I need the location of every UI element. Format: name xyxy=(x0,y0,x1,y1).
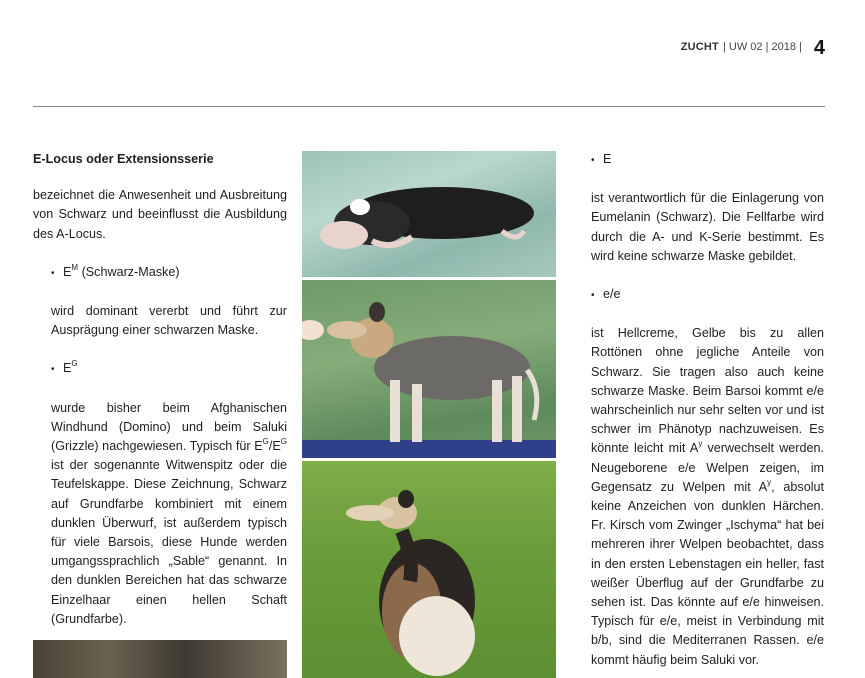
bottom-photo xyxy=(33,640,287,678)
page-header xyxy=(680,33,825,59)
eg-paragraph: wurde bisher beim Afghanischen Windhund (Domino) und beim Saluki (Grizzle) nachgewiesen. Typisch für $E^G/E^G$ ist der sogenannte Witwenspitz oder die Teufelskappe. Diese Zeichnung, Schwarz auf Grundfarbe kombiniert mit einem dunklen Überwurf, ist außerdem typisch für viele Barsois, diese Hunde werden umgangssprachlich „Sable“ genannt. In den dunklen Bereichen hat das schwarze Einzelhaar einen hellen Schaft (Grundfarbe). xyxy=(51,400,287,626)
e-paragraph: ist verantwortlich für die Einlagerung von Eumelanin (Schwarz). Die Fellfarbe wird durch die A- und K-Serie bestimmt. Es wird keine schwarze Maske gebildet. xyxy=(591,191,824,263)
bullet-label: $E^G$ xyxy=(63,359,78,376)
bullet-label: $E^M$ (Schwarz-Maske) xyxy=(63,262,180,279)
bullet-eg xyxy=(33,359,287,379)
adult-borzoi-photo xyxy=(302,461,556,678)
puppy-photo xyxy=(302,151,556,277)
bullet-ee xyxy=(591,285,824,305)
bullet-dot: • xyxy=(51,267,55,279)
bullet-dot: • xyxy=(591,290,595,302)
header-divider xyxy=(33,106,825,107)
bullet-dot: • xyxy=(591,155,595,166)
page-number: 4 xyxy=(813,37,825,59)
ee-paragraph: ist Hellcreme, Gelbe bis zu allen Rottönen ohne jegliche Anteile von Schwarz. Sie tragen also auch keine schwarze Maske. Beim Barsoi kommt e/e wahrscheinlich nur sehr selten vor und ist schwer im Phänotyp nachzuweisen. Es könnte leicht mit $A^y$ verwechselt werden. Neugeborene e/e Welpen zeigen, im Gegensatz zu Welpen mit $A^y$, absolut keine Anzeichen von dunklen Härchen. Fr. Kirsch vom Zwinger „Ischyma“ hat bei mehreren ihrer Welpen beobachtet, dass in den ersten Lebenstagen ein heller, fast weißer Überflug auf der Grundfarbe zu sehen ist. Das könnte auf e/e hinweisen. Typisch für e/e, meist in Verbindung mit b/b, sind die Mediterranen Rassen. e/e kommt häufig beim Saluki vor. xyxy=(591,326,825,667)
bullet-em xyxy=(33,263,287,283)
intro-paragraph: bezeichnet die Anwesenheit und Ausbreitung von Schwarz und beeinflusst die Ausbildung des A-Locus. xyxy=(33,188,287,241)
young-borzoi-photo xyxy=(302,280,556,458)
right-column xyxy=(591,150,824,670)
bullet-label: E xyxy=(603,152,612,166)
left-column xyxy=(33,150,287,629)
em-paragraph: wird dominant vererbt und führt zur Ausprägung einer schwarzen Maske. xyxy=(51,304,287,338)
bullet-label: e/e xyxy=(603,287,621,302)
section-label: ZUCHT xyxy=(680,41,719,53)
article-heading: E-Locus oder Extensionsserie xyxy=(33,152,214,166)
bullet-dot: • xyxy=(51,364,55,376)
issue-info: | UW 02 | 2018 | xyxy=(722,41,802,53)
bullet-e xyxy=(591,150,824,170)
